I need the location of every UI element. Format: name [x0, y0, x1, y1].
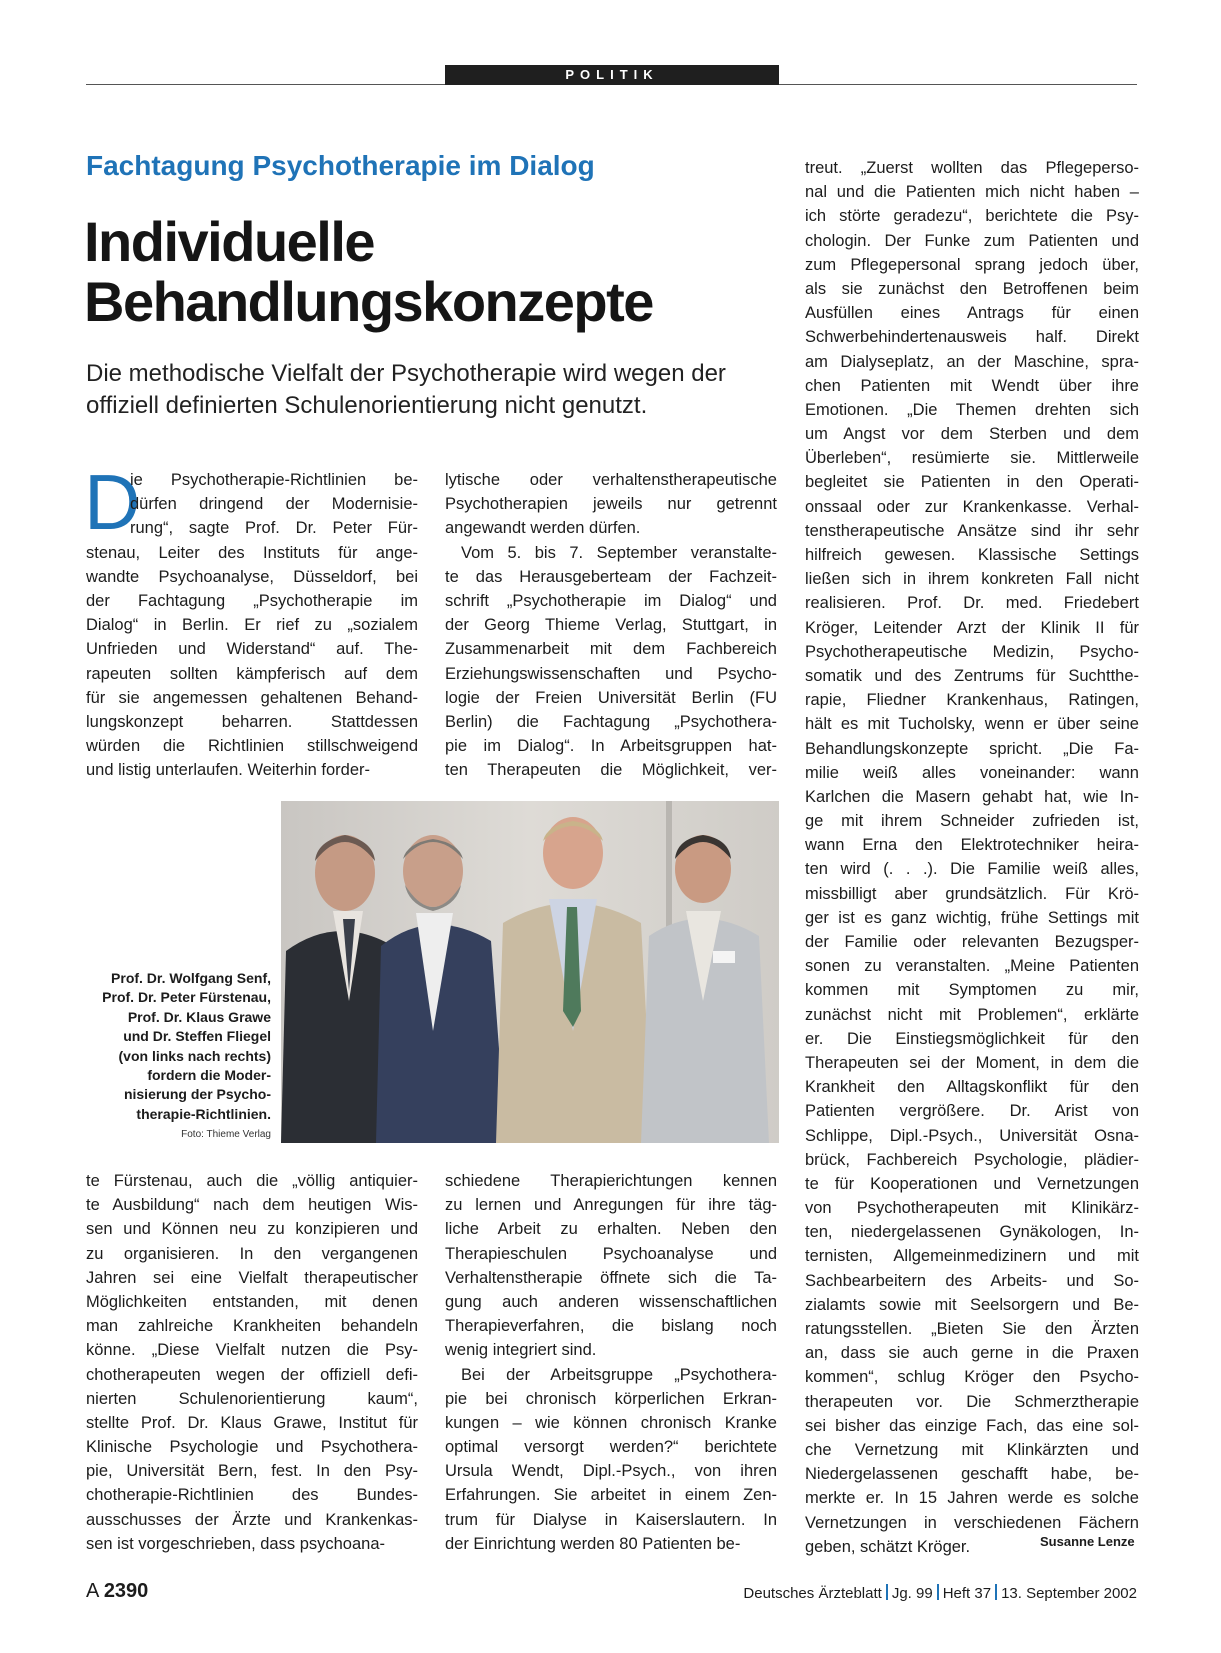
footer-date: 13. September 2002 [1001, 1585, 1137, 1602]
group-photo-illustration [281, 801, 779, 1143]
text-line: Behandlungskonzepte spricht. „Die Fa- [805, 739, 1139, 758]
text-line: wandte Psychoanalyse, Düsseldorf, bei [86, 567, 418, 586]
lead-line: Die methodische Vielfalt der Psychotherapie wird wegen der [86, 360, 726, 387]
body-column-1-top [86, 468, 418, 782]
text-line: te Fürstenau, auch die „völlig antiquier- [86, 1172, 418, 1190]
text-line: ten, niedergelassenen Gynäkologen, In- [805, 1223, 1139, 1242]
text-line: zialamts sowie mit Seelsorgern und Be- [805, 1295, 1139, 1314]
text-line: ten wird (. . .). Die Familie weiß alles, [805, 860, 1139, 879]
text-line: Unfrieden und Widerstand“ auf. The- [86, 640, 418, 659]
text-line: ließen sich in ihrem konkreten Fall nicht [805, 570, 1139, 589]
caption-line: nisierung der Psycho- [123, 1086, 271, 1103]
text-line: Berlin) die Fachtagung „Psychothera- [445, 712, 777, 731]
text-line: für sie angemessen gehaltenen Behand- [86, 688, 418, 707]
text-line: lungskonzept beharren. Stattdessen [86, 712, 418, 731]
headline-line: Individuelle [84, 210, 375, 273]
text-line: stenau, Leiter des Instituts für ange- [86, 543, 418, 562]
page-prefix: A [86, 1580, 99, 1602]
article-author: Susanne Lenze [1040, 1534, 1135, 1549]
text-line: realisieren. Prof. Dr. med. Friedebert [805, 594, 1139, 613]
text-line: chen Patienten mit Wendt über ihre [805, 376, 1139, 395]
text-line: als sie zunächst den Betroffenen beim [805, 279, 1139, 298]
text-line: Zusammenarbeit mit dem Fachbereich [445, 640, 777, 659]
text-line: zu lernen und Anregungen für ihre täg- [445, 1196, 777, 1215]
caption-line: therapie-Richtlinien. [136, 1105, 271, 1122]
text-line: merkte er. In 15 Jahren werde es solche [805, 1489, 1139, 1508]
caption-line: Prof. Dr. Peter Fürstenau, [102, 989, 271, 1006]
text-line: Vom 5. bis 7. September veranstalte- [461, 543, 777, 562]
caption-line: und Dr. Steffen Fliegel [123, 1028, 271, 1045]
text-line: der Einrichtung werden 80 Patienten be- [445, 1534, 741, 1553]
text-line: der Georg Thieme Verlag, Stuttgart, in [445, 616, 777, 635]
text-line: Niedergelassenen geschafft habe, be- [805, 1465, 1139, 1484]
text-line: hält es mit Tucholsky, wenn er über seine [805, 715, 1139, 734]
text-line: missbilligt aber grundsätzlich. Für Krö- [805, 884, 1139, 903]
text-line: kommen“, schlug Kröger den Psycho- [805, 1368, 1139, 1387]
text-line: würden die Richtlinien stillschweigend [86, 737, 418, 756]
text-line: angewandt werden dürfen. [445, 519, 641, 538]
text-line: nal und die Patienten mich nicht haben – [805, 183, 1139, 202]
footer-separator [995, 1584, 997, 1600]
text-line: treut. „Zuerst wollten das Pflegeperso- [805, 159, 1139, 177]
text-line: pie im Dialog“. In Arbeitsgruppen hat- [445, 737, 777, 756]
article-kicker: Fachtagung Psychotherapie im Dialog [86, 150, 595, 181]
page-number [86, 1580, 148, 1603]
text-line: geben, schätzt Kröger. [805, 1537, 971, 1556]
caption-line: Prof. Dr. Klaus Grawe [127, 1008, 271, 1025]
text-line: sen ist vorgeschrieben, dass psychoana- [86, 1534, 385, 1553]
photo-caption [86, 969, 271, 1124]
text-line: schrift „Psychotherapie im Dialog“ und [445, 591, 777, 610]
text-line: Schwerbehindertenausweis half. Direkt [805, 328, 1139, 347]
text-line: kommen mit Symptomen zu mir, [805, 981, 1139, 1000]
text-line: pie bei chronisch körperlichen Erkran- [445, 1389, 777, 1408]
section-label: POLITIK [445, 65, 779, 85]
text-line: optimal versorgt werden?“ berichtete [445, 1438, 777, 1457]
text-line: Verhaltenstherapie öffnete sich die Ta- [445, 1268, 777, 1287]
footer-publication-info [743, 1584, 1137, 1602]
text-line: chotherapeuten wegen der offiziell defi- [86, 1365, 418, 1384]
text-line: Kröger, Leitender Arzt der Klinik II für [805, 618, 1139, 637]
text-line: stellte Prof. Dr. Klaus Grawe, Institut für [86, 1413, 418, 1432]
text-line: onssaal oder zur Krankenkasse. Verhal- [805, 497, 1139, 516]
text-line: begleitet sie Patienten in den Operati- [805, 473, 1139, 492]
text-line: somatik und des Zentrums für Suchtthe- [805, 666, 1139, 685]
text-line: Möglichkeiten entstanden, mit denen [86, 1292, 418, 1311]
text-line: liche Arbeit zu erhalten. Neben den [445, 1220, 777, 1239]
footer-volume: Jg. 99 [891, 1585, 933, 1602]
text-line: zunächst nicht mit Problemen“, erklärte [805, 1005, 1139, 1024]
text-line: ternisten, Allgemeinmedizinern und mit [805, 1247, 1139, 1266]
body-column-3 [805, 156, 1139, 1559]
text-line: Therapieverfahren, die bislang noch [445, 1317, 777, 1336]
text-line: nierten Schulenorientierung kaum“, [86, 1389, 418, 1408]
text-line: der Fachtagung „Psychotherapie im [86, 591, 418, 610]
text-line: Sachbearbeitern des Arbeits- und So- [805, 1271, 1139, 1290]
footer-separator [937, 1584, 939, 1600]
text-line: an, dass sie auch gerne in die Praxen [805, 1344, 1139, 1363]
footer-journal: Deutsches Ärzteblatt [743, 1585, 882, 1602]
text-line: sen und Können neu zu konzipieren und [86, 1220, 418, 1239]
text-line: Ausfüllen eines Antrags für einen [805, 304, 1139, 323]
text-line: Jahren sei eine Vielfalt therapeutischer [86, 1268, 418, 1287]
text-line: um Angst vor dem Sterben und dem [805, 425, 1139, 444]
text-line: am Dialyseplatz, an der Maschine, spra- [805, 352, 1139, 371]
text-line: Emotionen. „Die Themen drehten sich [805, 400, 1139, 419]
text-line: er. Die Einstiegsmöglichkeit für den [805, 1029, 1139, 1048]
text-line: Karlchen die Masern gehabt hat, wie In- [805, 787, 1139, 806]
text-line: kungen – wie können chronisch Kranke [445, 1413, 777, 1432]
text-line: ausschusses der Ärzte und Krankenkas- [86, 1510, 418, 1529]
text-line: Schlippe, Dipl.-Psych., Universität Osna- [805, 1126, 1139, 1145]
text-line: chotherapie-Richtlinien des Bundes- [86, 1486, 418, 1505]
text-line: pie, Universität Bern, fest. In den Psy- [86, 1462, 418, 1481]
text-line: milie weiß alles voneinander: wann [805, 763, 1139, 782]
text-line: Dialog“ in Berlin. Er rief zu „sozialem [86, 616, 418, 635]
text-line: Erziehungswissenschaften und Psycho- [445, 664, 777, 683]
text-line: ratungsstellen. „Bieten Sie den Ärzten [805, 1320, 1139, 1338]
text-line: Überleben“, resümierte sie. Mittlerweile [805, 449, 1139, 468]
text-line: könne. „Diese Vielfalt nutzen die Psy- [86, 1341, 418, 1360]
text-line: Krankheit den Alltagskonflikt für den [805, 1078, 1139, 1097]
lead-line: offiziell definierten Schulenorientierung nicht genutzt. [86, 392, 648, 419]
text-line: schiedene Therapierichtungen kennen [445, 1172, 777, 1190]
text-line: ger ist es ganz wichtig, frühe Settings mit [805, 908, 1139, 927]
text-line: rapeuten sollten kämpferisch auf dem [86, 664, 418, 683]
text-line: hilfreich gewesen. Klassische Settings [805, 546, 1139, 564]
text-line: von Psychotherapeuten mit Klinikärz- [805, 1199, 1139, 1218]
text-line: te Ausbildung“ nach dem heutigen Wis- [86, 1196, 418, 1215]
text-line: Klinische Psychologie und Psychothera- [86, 1438, 418, 1457]
text-line: zu organisieren. In den vergangenen [86, 1244, 418, 1263]
body-column-2-top [445, 468, 777, 782]
text-line: Psychotherapien jeweils nur getrennt [445, 495, 777, 514]
article-lead [86, 358, 776, 422]
text-line: man zahlreiche Krankheiten behandeln [86, 1317, 418, 1336]
text-line: und listig unterlaufen. Weiterhin forder- [86, 761, 371, 780]
text-line: der Familie oder relevanten Bezugsper- [805, 933, 1139, 951]
text-line: ge mit ihrem Schneider zufrieden ist, [805, 812, 1139, 831]
page-number-value: 2390 [103, 1580, 149, 1602]
photo-credit: Foto: Thieme Verlag [181, 1129, 271, 1140]
text-line: che Vernetzung mit Klinkärzten und [805, 1440, 1139, 1459]
text-line: tenstherapeutische Ansätze sind ihr sehr [805, 521, 1139, 540]
text-line: dürfen dringend der Modernisie- [130, 495, 418, 514]
text-line: lytische oder verhaltenstherapeutische [445, 471, 777, 489]
text-line: ich störte geradezu“, berichtete die Psy- [805, 207, 1139, 226]
group-photo [281, 801, 779, 1143]
text-line: logie der Freien Universität Berlin (FU [445, 688, 777, 707]
text-line: brück, Fachbereich Psychologie, plädier- [805, 1150, 1139, 1169]
text-line: te für Kooperationen und Vernetzungen [805, 1174, 1139, 1193]
text-line: rung“, sagte Prof. Dr. Peter Für- [130, 519, 418, 538]
text-line: ten Therapeuten die Möglichkeit, ver- [445, 761, 777, 780]
caption-line: (von links nach rechts) [118, 1047, 271, 1064]
text-line: wenig integriert sind. [445, 1341, 597, 1360]
text-line: Bei der Arbeitsgruppe „Psychothera- [461, 1365, 777, 1384]
text-line: wann Erna den Elektrotechniker heira- [805, 836, 1139, 855]
body-column-1-bottom [86, 1169, 418, 1556]
text-line: chologin. Der Funke zum Patienten und [805, 231, 1139, 250]
drop-cap: D [84, 458, 141, 546]
text-line: gung auch anderen wissenschaftlichen [445, 1292, 777, 1311]
caption-line: Prof. Dr. Wolfgang Senf, [111, 970, 271, 986]
text-line: sei bisher das einzige Fach, das eine sol- [805, 1416, 1139, 1435]
text-line: Patienten vergrößere. Dr. Arist von [805, 1102, 1139, 1121]
text-line: trum für Dialyse in Kaiserslautern. In [445, 1510, 777, 1529]
text-line: Vernetzungen in verschiedenen Fächern [805, 1513, 1139, 1532]
footer-issue: Heft 37 [942, 1585, 992, 1602]
headline-line: Behandlungskonzepte [84, 270, 653, 333]
text-line: Ursula Wendt, Dipl.-Psych., von ihren [445, 1462, 777, 1481]
article-headline [84, 212, 764, 332]
text-line: Therapieschulen Psychoanalyse und [445, 1244, 777, 1263]
text-line: Psychotherapeutische Medizin, Psycho- [805, 642, 1139, 661]
text-line: rapie, Fliedner Krankenhaus, Ratingen, [805, 691, 1139, 710]
footer-separator [886, 1584, 888, 1600]
body-column-2-bottom [445, 1169, 777, 1556]
caption-line: fordern die Moder- [147, 1067, 271, 1084]
text-line: ie Psychotherapie-Richtlinien be- [130, 471, 418, 489]
text-line: sonen zu veranstalten. „Meine Patienten [805, 957, 1139, 976]
text-line: therapeuten vor. Die Schmerztherapie [805, 1392, 1139, 1411]
text-line: Erfahrungen. Sie arbeitet in einem Zen- [445, 1486, 777, 1505]
text-line: zum Pflegepersonal sprang jedoch über, [805, 255, 1139, 274]
text-line: te das Herausgeberteam der Fachzeit- [445, 567, 777, 586]
text-line: Therapeuten sei der Moment, in dem die [805, 1053, 1139, 1072]
